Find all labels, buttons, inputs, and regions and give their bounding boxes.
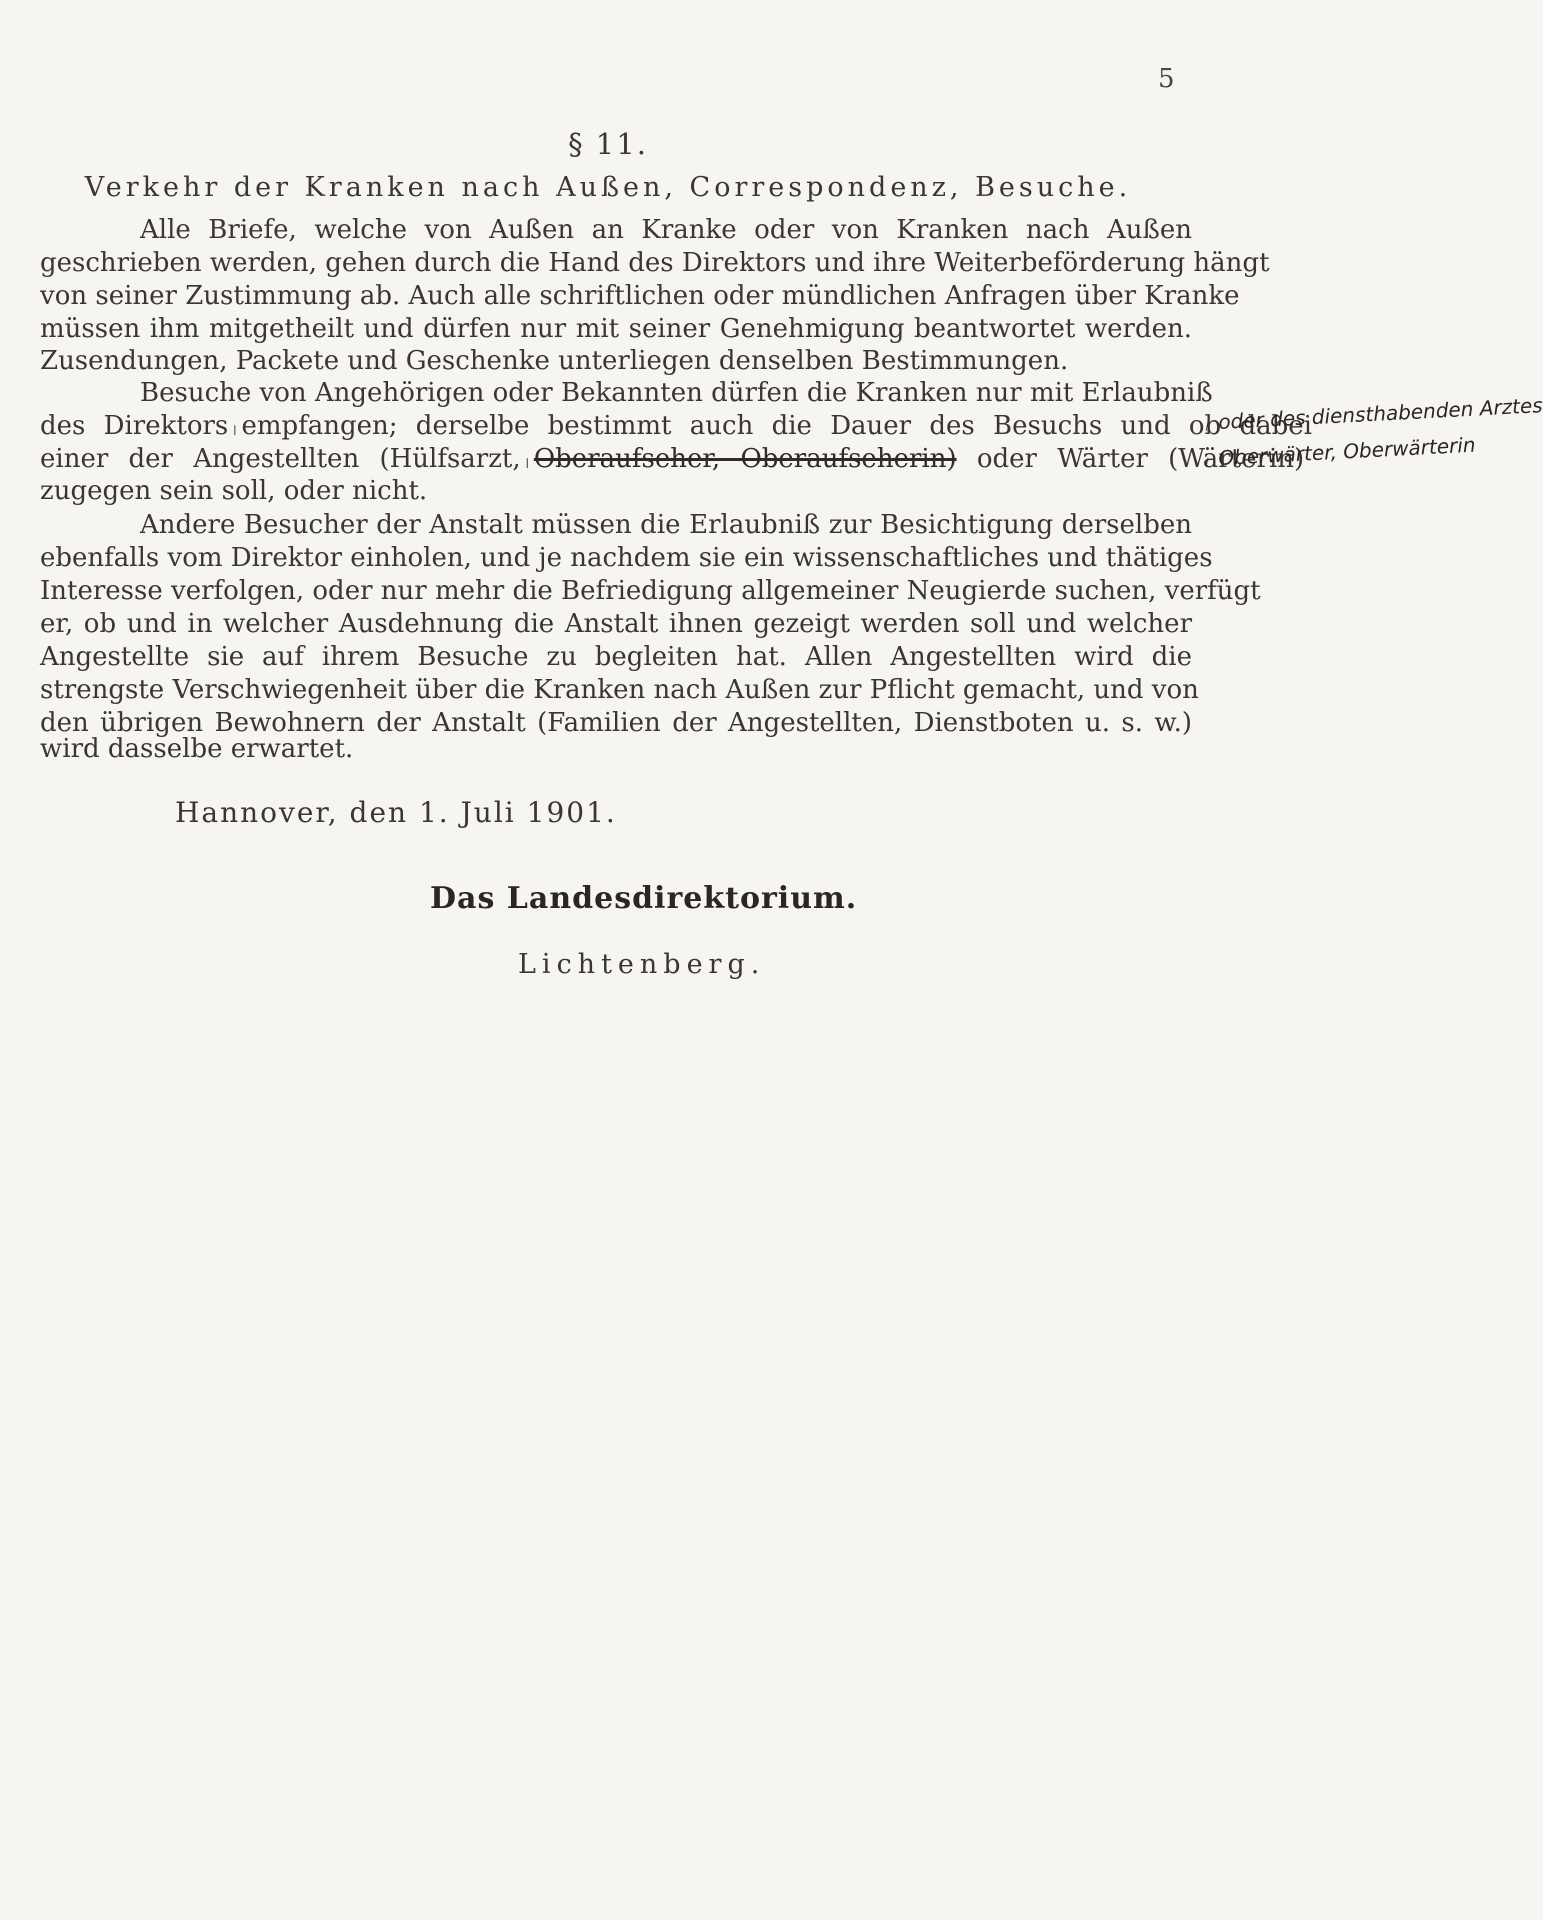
paragraph-3-line: wird dasselbe erwartet. bbox=[40, 734, 354, 764]
paragraph-3-line: strengste Verschwiegenheit über die Kranken nach Außen zur Pflicht gemacht, und von bbox=[40, 675, 1199, 705]
paragraph-2-line bbox=[40, 443, 1305, 475]
section-title: Verkehr der Kranken nach Außen, Correspondenz, Besuche. bbox=[84, 172, 1132, 203]
paragraph-1-line: müssen ihm mitgetheilt und dürfen nur mit seiner Genehmigung beantwortet werden. bbox=[40, 314, 1192, 344]
section-number: § 11. bbox=[568, 127, 648, 161]
paragraph-3-line: ebenfalls vom Direktor einholen, und je nachdem sie ein wissenschaftliches und thätiges bbox=[40, 543, 1213, 573]
paragraph-3-line: den übrigen Bewohnern der Anstalt (Familien der Angestellten, Dienstboten u. s. w.) bbox=[40, 708, 1192, 738]
page-number: 5 bbox=[1158, 64, 1175, 94]
paragraph-3-line: Interesse verfolgen, oder nur mehr die Befriedigung allgemeiner Neugierde suchen, verfügt bbox=[40, 576, 1261, 606]
text-fragment: empfangen; derselbe bestimmt auch die Dauer des Besuchs und ob dabei bbox=[241, 411, 1312, 441]
handwritten-margin-note: ᛧ oder des diensthabenden Arztes bbox=[1199, 393, 1543, 435]
text-fragment: des Direktors bbox=[40, 411, 229, 441]
paragraph-3-line: Andere Besucher der Anstalt müssen die Erlaubniß zur Besichtigung derselben bbox=[140, 510, 1192, 540]
paragraph-2-line bbox=[40, 410, 1312, 442]
paragraph-3-line: Angestellte sie auf ihrem Besuche zu begleiten hat. Allen Angestellten wird die bbox=[40, 642, 1192, 672]
paragraph-1-line: Zusendungen, Packete und Geschenke unterliegen denselben Bestimmungen. bbox=[40, 346, 1069, 376]
paragraph-1-line: geschrieben werden, gehen durch die Hand des Direktors und ihre Weiterbeförderung hängt bbox=[40, 248, 1270, 278]
paragraph-1-line: Alle Briefe, welche von Außen an Kranke oder von Kranken nach Außen bbox=[140, 215, 1192, 245]
insertion-mark: ᛧ bbox=[520, 448, 534, 473]
paragraph-2-line: Besuche von Angehörigen oder Bekannten dürfen die Kranken nur mit Erlaubniß bbox=[140, 378, 1213, 408]
insertion-mark: ᛧ bbox=[228, 415, 242, 440]
text-fragment: oder Wärter (Wärterin) bbox=[976, 444, 1305, 474]
paragraph-2-line: zugegen sein soll, oder nicht. bbox=[40, 476, 428, 506]
dateline: Hannover, den 1. Juli 1901. bbox=[175, 796, 617, 829]
signature-name: Lichtenberg. bbox=[518, 949, 766, 980]
paragraph-3-line: er, ob und in welcher Ausdehnung die Anstalt ihnen gezeigt werden soll und welcher bbox=[40, 609, 1192, 639]
handwritten-margin-note: ᛧ Oberwärter, Oberwärterin bbox=[1199, 432, 1477, 471]
struck-text: Oberaufseher, Oberaufseherin) bbox=[533, 444, 957, 474]
issuing-authority: Das Landesdirektorium. bbox=[430, 881, 858, 916]
text-fragment: einer der Angestellten (Hülfsarzt, bbox=[40, 444, 521, 474]
paragraph-1-line: von seiner Zustimmung ab. Auch alle schriftlichen oder mündlichen Anfragen über Kranke bbox=[40, 281, 1240, 311]
